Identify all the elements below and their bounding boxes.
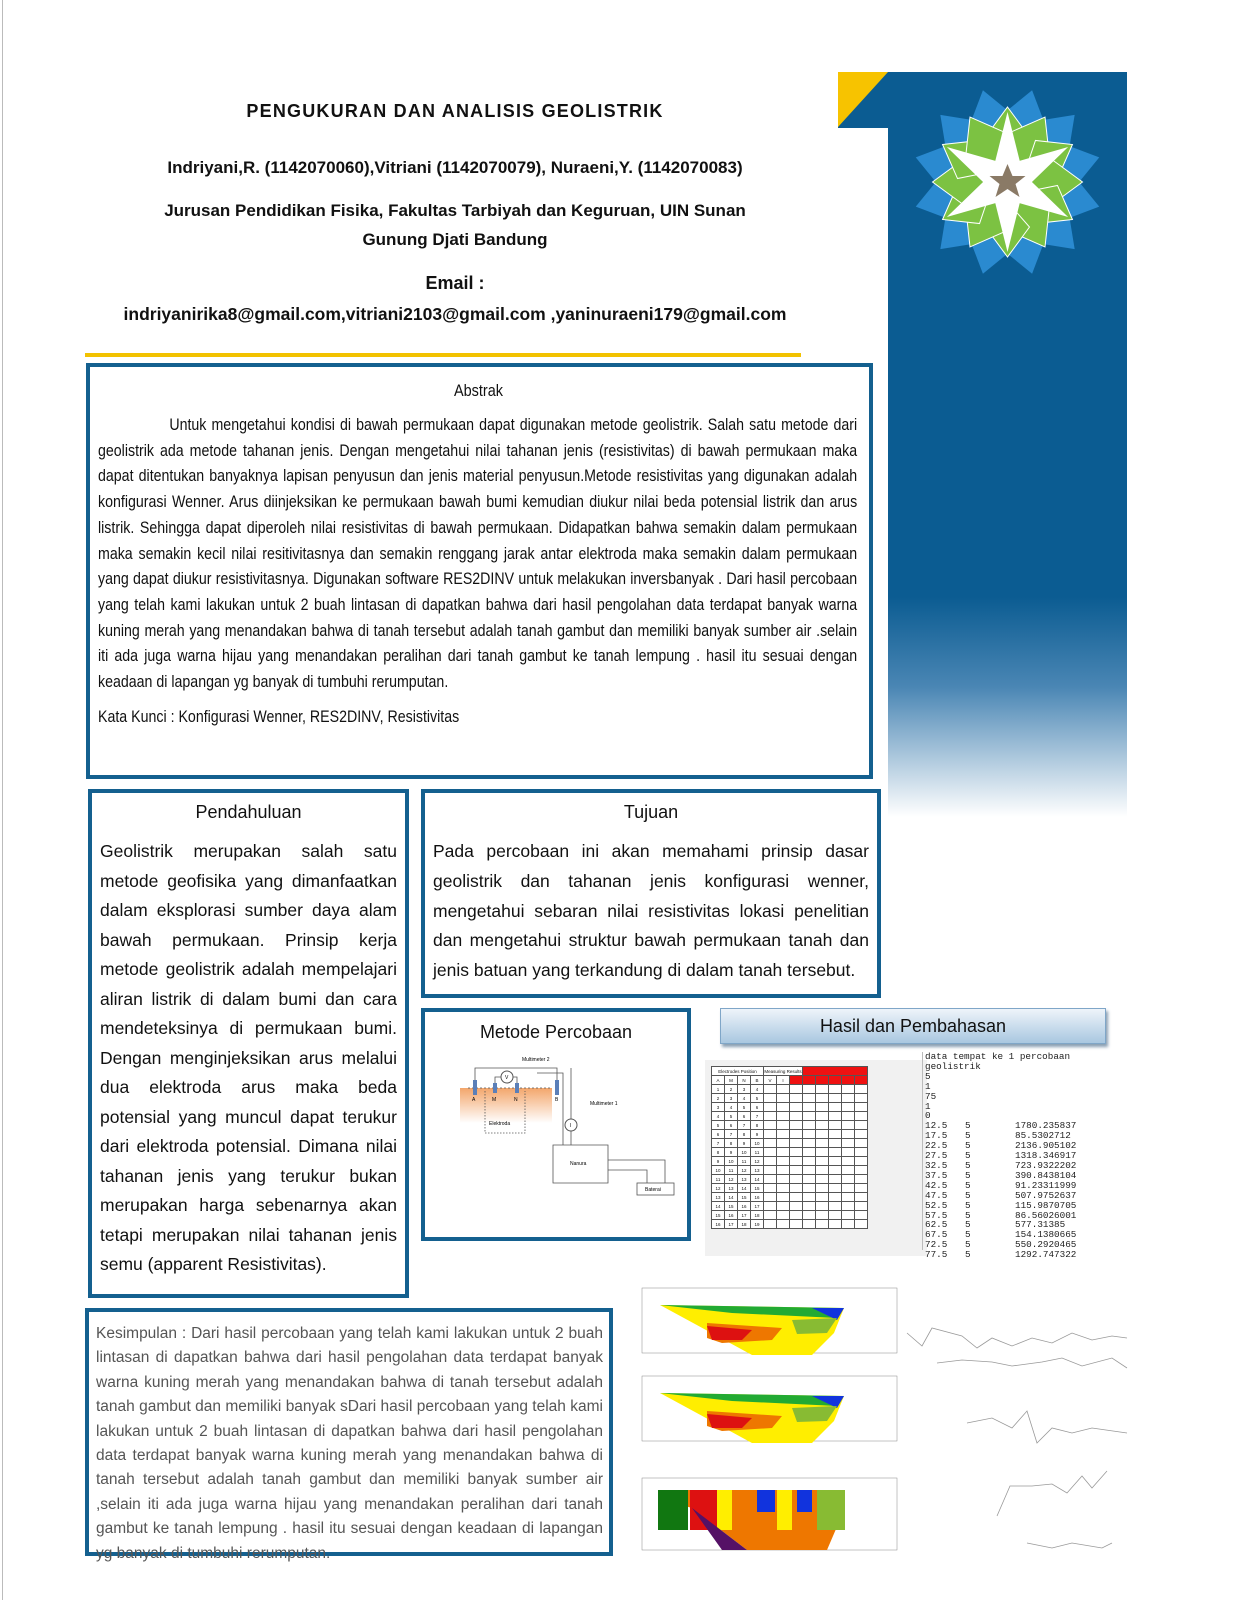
table-cell: 6	[738, 1112, 751, 1121]
data-value: 5	[965, 1179, 971, 1191]
table-row	[712, 1112, 868, 1121]
table-row	[712, 1220, 868, 1229]
measurement-table	[711, 1066, 868, 1229]
table-cell: 9	[712, 1157, 725, 1166]
table-row	[712, 1139, 868, 1148]
keywords: Kata Kunci : Konfigurasi Wenner, RES2DINV, Resistivitas	[98, 707, 460, 726]
table-cell: 15	[738, 1193, 751, 1202]
table-cell: 4	[751, 1085, 764, 1094]
table-cell: 8	[751, 1121, 764, 1130]
table-cell: 14	[738, 1184, 751, 1193]
data-value: 42.5	[925, 1179, 948, 1191]
data-value: 77.5	[925, 1249, 948, 1261]
data-value: 5	[965, 1229, 971, 1241]
pendahuluan-box	[88, 789, 409, 1298]
table-cell: 5	[712, 1121, 725, 1130]
table-cell: 16	[712, 1220, 725, 1229]
data-value: 32.5	[925, 1159, 948, 1171]
table-row	[712, 1166, 868, 1175]
data-value: 27.5	[925, 1150, 948, 1162]
table-cell: 4	[738, 1094, 751, 1103]
resistivity-profile-line	[937, 1358, 1127, 1368]
abstract-heading: Abstrak	[453, 381, 503, 400]
voltmeter-label: V	[505, 1075, 509, 1081]
table-cell: 7	[738, 1121, 751, 1130]
table-cell: 12	[751, 1157, 764, 1166]
electrode-a-label: A	[472, 1097, 476, 1103]
table-cell: 11	[738, 1157, 751, 1166]
table-cell: 17	[751, 1202, 764, 1211]
table-cell: 18	[751, 1211, 764, 1220]
kesimpulan-body: Kesimpulan : Dari hasil percobaan yang telah kami lakukan untuk 2 buah lintasan di dapatkan bahwa dari hasil pengolahan data terdapat banyak warna kuning merah yang menandakan bahwa di tanah tersebut adalah tanah gambut dan memiliki banyak sDari hasil percobaan yang telah kami lakukan untuk 2 buah lintasan di dapatkan bahwa dari hasil pengolahan data terdapat banyak warna kuning merah yang menandakan bahwa di tanah tersebut adalah tanah gambut dan memiliki banyak sumber air ,selain iti ada juga warna hijau yang menandakan peralihan dari tanah gambut ke tanah lempung . hasil itu sesuai dengan keadaan di lapangan yg banyak di tumbuhi rerumputan.	[96, 1325, 603, 1562]
table-row	[712, 1148, 868, 1157]
table-group-measuring: Measuring Results	[764, 1068, 802, 1074]
resistivity-profile-line	[907, 1328, 1127, 1348]
resistivity-profile-line	[1027, 1543, 1112, 1548]
kesimpulan-box	[85, 1308, 613, 1562]
table-cell: 3	[725, 1094, 738, 1103]
table-header-cell: N	[738, 1076, 751, 1085]
data-value: 5	[965, 1159, 971, 1171]
data-value: 577.31385	[1015, 1219, 1066, 1231]
pendahuluan-body: Geolistrik merupakan salah satu metode geofisika yang dimanfaatkan dalam eksplorasi sumber daya alam bawah permukaan. Prinsip kerja metode geolistrik adalah mempelajari aliran listrik di dalam bumi dan cara mendeteksinya di permukaan bumi. Dengan menginjeksikan arus melalui dua elektroda arus maka beda potensial yang muncul dapat terukur dari elektroda potensial. Dimana nilai tahanan jenis yang terukur bukan merupakan harga sebenarnya akan tetapi merupakan nilai tahanan jenis semu (apparent Resistivitas).	[100, 841, 397, 1274]
data-value: 5	[965, 1199, 971, 1211]
data-value: 67.5	[925, 1229, 948, 1241]
email-label: Email :	[425, 273, 485, 293]
table-cell: 5	[751, 1094, 764, 1103]
table-cell: 18	[738, 1220, 751, 1229]
table-cell: 10	[738, 1148, 751, 1157]
table-cell: 4	[725, 1103, 738, 1112]
affiliation-line1: Jurusan Pendidikan Fisika, Fakultas Tarbiyah dan Keguruan, UIN Sunan	[164, 201, 746, 220]
data-row	[925, 1201, 1127, 1211]
table-cell: 12	[712, 1184, 725, 1193]
table-cell: 7	[712, 1139, 725, 1148]
table-row	[712, 1094, 868, 1103]
table-cell: 3	[712, 1103, 725, 1112]
ammeter-label: I	[570, 1123, 572, 1129]
table-row	[712, 1103, 868, 1112]
data-value: 52.5	[925, 1199, 948, 1211]
nanura-label: Nanura	[570, 1161, 587, 1167]
table-cell: 5	[725, 1112, 738, 1121]
elektroda-label: Elektroda	[489, 1121, 511, 1127]
table-cell: 15	[712, 1211, 725, 1220]
abstract-box	[86, 363, 873, 779]
table-cell: 8	[725, 1139, 738, 1148]
table-cell: 16	[751, 1193, 764, 1202]
data-value: 85.5302712	[1015, 1130, 1071, 1142]
table-row	[712, 1202, 868, 1211]
resistivity-profile-line	[997, 1471, 1107, 1516]
table-cell: 15	[751, 1184, 764, 1193]
data-value: 154.1380665	[1015, 1229, 1077, 1241]
metode-box	[421, 1008, 691, 1241]
table-cell: 11	[712, 1175, 725, 1184]
table-cell: 12	[738, 1166, 751, 1175]
metode-heading: Metode Percobaan	[479, 1022, 633, 1042]
table-cell: 13	[738, 1175, 751, 1184]
data-header-line: 5	[925, 1070, 931, 1082]
data-value: 5	[965, 1130, 971, 1142]
table-cell: 5	[738, 1103, 751, 1112]
data-value: 5	[965, 1140, 971, 1152]
divider	[85, 353, 801, 357]
affiliation-line2: Gunung Djati Bandung	[362, 230, 548, 249]
table-group-electrodes: Electrodes Position	[712, 1067, 764, 1076]
data-value: 17.5	[925, 1130, 948, 1142]
tujuan-box	[421, 789, 881, 998]
table-header-cell: M	[725, 1076, 738, 1085]
data-file-title: data tempat ke 1 percobaan geolistrik	[925, 1051, 1071, 1072]
data-file-listing	[922, 1051, 1127, 1261]
data-value: 62.5	[925, 1219, 948, 1231]
tujuan-heading: Tujuan	[623, 802, 679, 822]
data-value: 5	[965, 1249, 971, 1261]
table-cell: 11	[751, 1148, 764, 1157]
table-cell: 13	[725, 1184, 738, 1193]
resistivity-profile-line	[967, 1411, 1127, 1443]
university-logo-icon	[905, 82, 1110, 272]
data-value: 5	[965, 1209, 971, 1221]
table-cell: 8	[738, 1130, 751, 1139]
table-cell: 10	[751, 1139, 764, 1148]
data-value: 5	[965, 1120, 971, 1132]
table-cell: 6	[751, 1103, 764, 1112]
data-header-line: 1	[925, 1080, 931, 1092]
table-cell: 4	[712, 1112, 725, 1121]
table-cell: 9	[751, 1130, 764, 1139]
table-cell: 3	[738, 1085, 751, 1094]
table-cell: 12	[725, 1175, 738, 1184]
data-value: 72.5	[925, 1239, 948, 1251]
res2dinv-inversion-plots	[612, 1258, 1130, 1556]
abstract-body: Untuk mengetahui kondisi di bawah permukaan dapat digunakan metode geolistrik. Salah satu metode dari geolistrik ada metode tahanan jenis. Dengan mengetahui nilai tahanan jenis (resistivitas) di bawah permukaan maka dapat ditentukan banyaknya lapisan penyusun dan jenis material penyusun.Metode resistivitas yang digunakan adalah konfigurasi Wenner. Arus diinjeksikan ke permukaan bawah bumi kemudian diukur nilai beda potensial listrik dan arus listrik. Sehingga dapat diperoleh nilai resistivitas di bawah permukaan. Didapatkan bahwa semakin dalam permukaan maka semakin kecil nilai resitivitasnya dan semakin renggang jarak antar elektroda maka semakin dalam permukaan yang dapat diukur resistivitasnya. Digunakan software RES2DINV untuk melakukan inversbanyak . Dari hasil percobaan yang telah kami lakukan untuk 2 buah lintasan di dapatkan bahwa dari hasil pengolahan data terdapat banyak warna kuning merah yang menandakan bahwa di tanah tersebut adalah tanah gambut dan memiliki banyak sumber air .selain iti ada juga warna hijau yang menandakan peralihan dari tanah gambut ke tanah lempung . hasil itu sesuai dengan keadaan di lapangan yg banyak di tumbuhi rerumputan.	[98, 416, 858, 692]
data-value: 5	[965, 1219, 971, 1231]
multimeter1-label: Multimeter 1	[590, 1101, 618, 1107]
table-cell: 2	[725, 1085, 738, 1094]
data-value: 5	[965, 1189, 971, 1201]
table-row	[712, 1175, 868, 1184]
yellow-corner	[838, 72, 888, 127]
table-cell: 19	[751, 1220, 764, 1229]
authors: Indriyani,R. (1142070060),Vitriani (1142070079), Nuraeni,Y. (1142070083)	[167, 158, 743, 177]
data-header-line: 0	[925, 1110, 931, 1122]
table-cell: 9	[725, 1148, 738, 1157]
data-value: 22.5	[925, 1140, 948, 1152]
table-cell: 10	[712, 1166, 725, 1175]
data-header-line: 75	[925, 1090, 937, 1102]
table-cell: 1	[712, 1085, 725, 1094]
data-value: 57.5	[925, 1209, 948, 1221]
table-cell: 13	[712, 1193, 725, 1202]
electrode-b-label: B	[555, 1097, 559, 1103]
data-value: 5	[965, 1169, 971, 1181]
table-cell: 16	[725, 1211, 738, 1220]
table-row	[712, 1193, 868, 1202]
hasil-heading: Hasil dan Pembahasan	[720, 1008, 1106, 1044]
baterai-label: Baterai	[645, 1187, 661, 1193]
table-row	[712, 1130, 868, 1139]
table-header-cell: A	[712, 1076, 725, 1085]
measurement-table-image	[705, 1060, 927, 1256]
data-value: 390.8438104	[1015, 1169, 1077, 1181]
table-cell: 8	[712, 1148, 725, 1157]
data-header-line: 1	[925, 1100, 931, 1112]
data-value: 5	[965, 1150, 971, 1162]
data-value: 91.23311999	[1015, 1179, 1077, 1191]
pendahuluan-heading: Pendahuluan	[195, 802, 302, 822]
wenner-circuit-diagram	[425, 1043, 687, 1228]
table-header-cell: I	[777, 1076, 790, 1085]
electrode-m-label: M	[492, 1097, 497, 1103]
table-header-cell: V	[764, 1076, 777, 1085]
data-value: 37.5	[925, 1169, 948, 1181]
data-value: 550.2920465	[1015, 1239, 1077, 1251]
electrode-n-label: N	[514, 1097, 518, 1103]
data-value: 2136.905102	[1015, 1140, 1077, 1152]
emails: indriyanirika8@gmail.com,vitriani2103@gmail.com ,yaninuraeni179@gmail.com	[123, 304, 787, 324]
table-cell: 7	[751, 1112, 764, 1121]
table-cell: 14	[725, 1193, 738, 1202]
table-cell: 17	[738, 1211, 751, 1220]
page-title: PENGUKURAN DAN ANALISIS GEOLISTRIK	[246, 101, 664, 121]
table-header-cell: B	[751, 1076, 764, 1085]
data-value: 723.9322202	[1015, 1159, 1077, 1171]
table-row	[712, 1184, 868, 1193]
table-cell: 2	[712, 1094, 725, 1103]
table-cell: 17	[725, 1220, 738, 1229]
data-value: 47.5	[925, 1189, 948, 1201]
table-cell: 6	[712, 1130, 725, 1139]
data-value: 1318.346917	[1015, 1150, 1077, 1162]
table-cell: 11	[725, 1166, 738, 1175]
table-cell: 16	[738, 1202, 751, 1211]
data-value: 12.5	[925, 1120, 948, 1132]
tujuan-body: Pada percobaan ini akan memahami prinsip dasar geolistrik dan tahanan jenis konfigurasi wenner, mengetahui sebaran nilai resistivitas lokasi penelitian dan mengetahui struktur bawah permukaan tanah dan jenis batuan yang terkandung di dalam tanah tersebut.	[433, 841, 869, 981]
data-value: 5	[965, 1239, 971, 1251]
data-value: 507.9752637	[1015, 1189, 1077, 1201]
data-value: 1780.235837	[1015, 1120, 1077, 1132]
data-value: 115.9870705	[1015, 1199, 1077, 1211]
data-value: 86.56026001	[1015, 1209, 1077, 1221]
table-cell: 15	[725, 1202, 738, 1211]
table-cell: 10	[725, 1157, 738, 1166]
page-edge	[2, 0, 3, 1600]
table-cell: 13	[751, 1166, 764, 1175]
table-cell: 9	[738, 1139, 751, 1148]
table-cell: 14	[712, 1202, 725, 1211]
table-cell: 7	[725, 1130, 738, 1139]
table-row	[712, 1121, 868, 1130]
table-cell: 6	[725, 1121, 738, 1130]
table-row	[712, 1211, 868, 1220]
data-value: 1292.747322	[1015, 1249, 1077, 1261]
table-row	[712, 1085, 868, 1094]
table-cell: 14	[751, 1175, 764, 1184]
table-row	[712, 1157, 868, 1166]
multimeter2-label: Multimeter 2	[522, 1057, 550, 1063]
